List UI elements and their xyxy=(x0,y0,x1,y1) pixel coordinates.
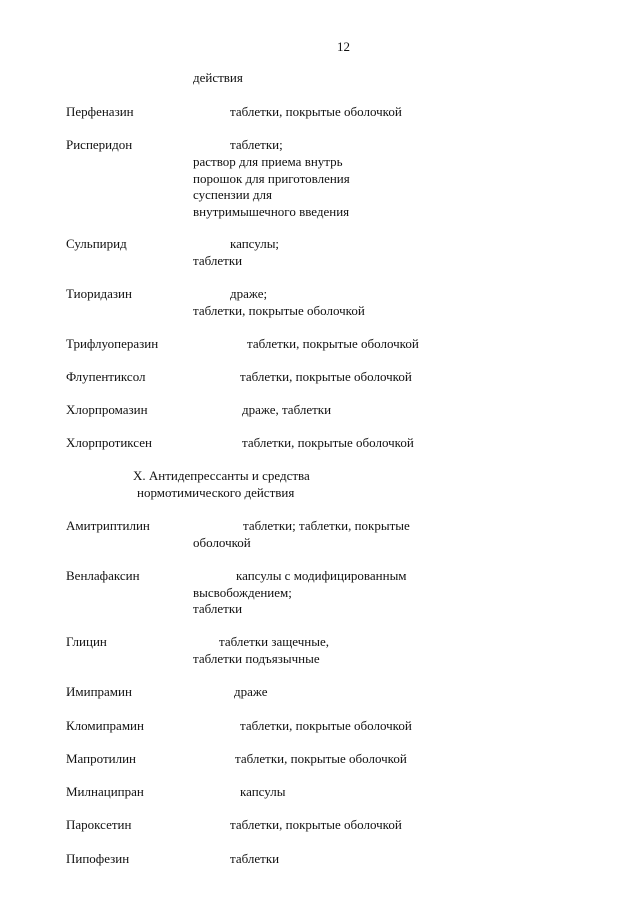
drug-name: Тиоридазин xyxy=(66,286,132,301)
drug-form: драже; xyxy=(230,286,268,301)
drug-name: Перфеназин xyxy=(66,104,134,119)
drug-form: таблетки, покрытые оболочкой xyxy=(240,369,412,384)
drug-name: Хлорпротиксен xyxy=(66,435,152,450)
drug-form: таблетки подъязычные xyxy=(193,651,320,666)
continuation-text: действия xyxy=(193,70,243,85)
drug-name: Имипрамин xyxy=(66,684,132,699)
section-heading-line2: нормотимического действия xyxy=(137,485,295,500)
drug-form: капсулы xyxy=(240,784,286,799)
drug-form: таблетки, покрытые оболочкой xyxy=(230,104,402,119)
drug-form: драже, таблетки xyxy=(242,402,332,417)
section-heading-line1: X. Антидепрессанты и средства xyxy=(133,468,310,483)
drug-form: высвобождением; xyxy=(193,585,292,600)
drug-form: внутримышечного введения xyxy=(193,204,350,219)
drug-name: Трифлуоперазин xyxy=(66,336,159,351)
drug-form: таблетки, покрытые оболочкой xyxy=(230,817,402,832)
drug-form: порошок для приготовления xyxy=(193,171,350,186)
drug-form: таблетки; таблетки, покрытые xyxy=(243,518,410,533)
drug-form: таблетки, покрытые оболочкой xyxy=(247,336,419,351)
drug-form: капсулы; xyxy=(230,236,280,251)
drug-name: Глицин xyxy=(66,634,107,649)
drug-name: Милнаципран xyxy=(66,784,144,799)
drug-form: таблетки, покрытые оболочкой xyxy=(242,435,414,450)
drug-name: Сульпирид xyxy=(66,236,127,251)
drug-name: Рисперидон xyxy=(66,137,133,152)
drug-form: таблетки xyxy=(230,851,280,866)
drug-form: раствор для приема внутрь xyxy=(193,154,343,169)
drug-form: драже xyxy=(234,684,268,699)
drug-name: Кломипрамин xyxy=(66,718,144,733)
drug-form: таблетки защечные, xyxy=(219,634,329,649)
drug-name: Амитриптилин xyxy=(66,518,150,533)
drug-name: Мапротилин xyxy=(66,751,136,766)
drug-name: Пипофезин xyxy=(66,851,130,866)
drug-name: Хлорпромазин xyxy=(66,402,148,417)
drug-form: таблетки, покрытые оболочкой xyxy=(240,718,412,733)
drug-form: суспензии для xyxy=(193,187,272,202)
drug-name: Венлафаксин xyxy=(66,568,140,583)
drug-form: оболочкой xyxy=(193,535,251,550)
drug-form: таблетки, покрытые оболочкой xyxy=(235,751,407,766)
drug-name: Флупентиксол xyxy=(66,369,146,384)
drug-name: Пароксетин xyxy=(66,817,132,832)
drug-form: таблетки xyxy=(193,601,243,616)
drug-form: капсулы с модифицированным xyxy=(236,568,407,583)
page-number: 12 xyxy=(337,39,350,54)
drug-form: таблетки xyxy=(193,253,243,268)
drug-form: таблетки; xyxy=(230,137,283,152)
drug-form: таблетки, покрытые оболочкой xyxy=(193,303,365,318)
